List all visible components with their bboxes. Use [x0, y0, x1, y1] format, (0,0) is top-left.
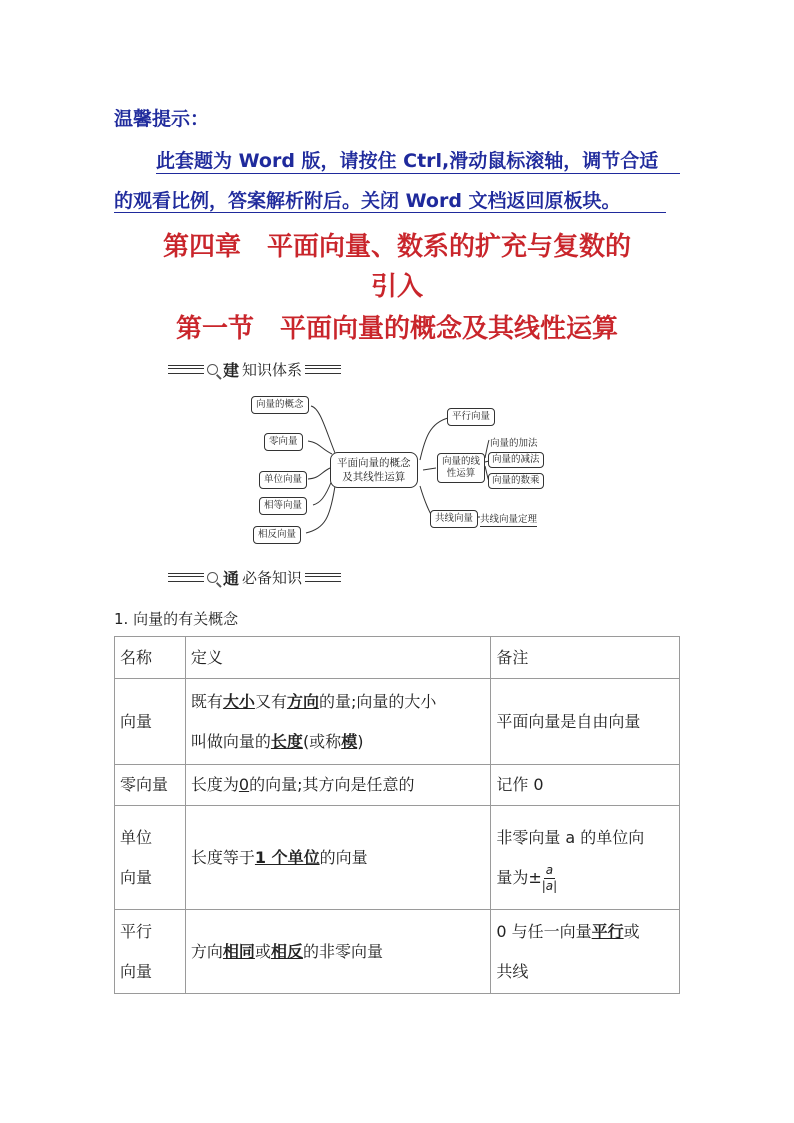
def-text: 长度为: [190, 775, 239, 794]
chapter-title-line1: 第四章 平面向量、数系的扩充与复数的: [162, 232, 631, 262]
mindmap-op-sub: 向量的减法: [488, 452, 544, 468]
tip-title: 温馨提示：: [114, 108, 210, 130]
row-definition: [185, 806, 490, 910]
tip-underline-2: [114, 212, 666, 213]
def-text: 或: [254, 941, 271, 961]
def-text: 长度等于: [190, 847, 255, 867]
magnifier-icon: [207, 572, 218, 583]
chapter-title-line2: 引入: [370, 272, 423, 302]
row-note: [491, 806, 680, 910]
def-blank: 0: [238, 775, 250, 794]
linear-op-line-2: 性运算: [446, 468, 476, 479]
def-text: 的量;向量的大小: [318, 691, 437, 711]
header-definition: 定义: [185, 637, 490, 679]
mindmap-node-equal-vector: 相等向量: [259, 497, 307, 515]
header-decoration: [168, 573, 204, 582]
mindmap-node-parallel: 平行向量: [447, 408, 495, 426]
magnifier-icon: [207, 364, 218, 375]
def-text: ): [357, 731, 364, 751]
note-line: 量为±: [496, 867, 542, 887]
unit-vector-fraction: [542, 863, 557, 894]
mindmap-node-opposite-vector: 相反向量: [253, 526, 301, 544]
def-text: 的非零向量: [302, 941, 383, 961]
header-note: 备注: [491, 637, 680, 679]
note-line: 共线: [496, 961, 529, 981]
row-definition: [185, 910, 490, 994]
def-text: 又有: [254, 691, 287, 711]
mindmap-node-concept: 向量的概念: [251, 396, 309, 414]
row-name-line: 单位: [120, 827, 153, 847]
row-note: [491, 910, 680, 994]
def-text: 的向量;其方向是任意的: [249, 775, 415, 794]
linear-op-line-1: 向量的线: [442, 456, 481, 467]
section-title: 第一节 平面向量的概念及其线性运算: [175, 314, 618, 344]
def-blank: 模: [341, 731, 358, 751]
table-row: [115, 679, 680, 765]
def-blank: 方向: [286, 691, 319, 711]
row-definition: [185, 765, 490, 806]
center-line-2: 及其线性运算: [342, 471, 406, 483]
def-text: 的向量: [319, 847, 368, 867]
mindmap-node-collinear: 共线向量: [430, 510, 478, 528]
table-row: [115, 806, 680, 910]
tip-line-2: 的观看比例，答案解析附后。关闭 Word 文档返回原板块。: [114, 190, 621, 212]
mindmap-center-node: [330, 452, 418, 488]
def-blank: 1 个单位: [254, 847, 320, 867]
mindmap-node-collinear-theorem: 共线向量定理: [480, 511, 537, 527]
table-header-row: [115, 637, 680, 679]
note-line: 0 与任一向量: [496, 921, 592, 941]
row-name: [115, 910, 186, 994]
table-row: [115, 910, 680, 994]
row-name-line: 向量: [120, 961, 153, 981]
knowledge-system-header: [168, 358, 341, 381]
mindmap-op-scalar: 向量的数乘: [488, 473, 544, 489]
row-name-line: 平行: [120, 921, 153, 941]
header-decoration: [168, 365, 204, 374]
row-name: 零向量: [115, 765, 186, 806]
note-line: 非零向量 a 的单位向: [496, 827, 645, 847]
def-blank: 相反: [270, 941, 303, 961]
list-heading: 1. 向量的有关概念: [114, 610, 239, 628]
note-blank: 平行: [591, 921, 624, 941]
required-knowledge-glyph: 通: [223, 569, 240, 588]
mindmap-node-zero-vector: 零向量: [264, 433, 303, 451]
concept-table: [114, 636, 680, 994]
note-line: 或: [623, 921, 640, 941]
def-text: 既有: [190, 691, 223, 711]
row-definition: [185, 679, 490, 765]
tip-line-1: 此套题为 Word 版，请按住 Ctrl,滑动鼠标滚轴，调节合适: [156, 150, 659, 172]
def-blank: 长度: [270, 731, 303, 751]
required-knowledge-header: [168, 566, 341, 589]
row-name-line: 向量: [120, 867, 153, 887]
row-name: [115, 806, 186, 910]
row-note: 平面向量是自由向量: [491, 679, 680, 765]
row-name: 向量: [115, 679, 186, 765]
tip-underline-1: [156, 173, 680, 174]
fraction-denominator: |a|: [541, 878, 558, 893]
knowledge-system-glyph: 建: [223, 361, 240, 380]
fraction-numerator: a: [545, 862, 554, 877]
def-blank: 相同: [222, 941, 255, 961]
header-decoration: [305, 573, 341, 582]
required-knowledge-label: 必备知识: [242, 569, 303, 587]
def-text: 叫做向量的: [190, 731, 271, 751]
header-name: 名称: [115, 637, 186, 679]
mindmap-node-linear-op: [437, 453, 485, 483]
def-text: 方向: [190, 941, 223, 961]
header-decoration: [305, 365, 341, 374]
knowledge-system-label: 知识体系: [242, 361, 303, 379]
row-note: 记作 0: [491, 765, 680, 806]
mindmap-op-add: 向量的加法: [490, 438, 538, 449]
def-blank: 大小: [222, 691, 255, 711]
mindmap-node-unit-vector: 单位向量: [259, 471, 307, 489]
table-row: [115, 765, 680, 806]
def-text: (或称: [302, 731, 342, 751]
center-line-1: 平面向量的概念: [337, 457, 411, 469]
